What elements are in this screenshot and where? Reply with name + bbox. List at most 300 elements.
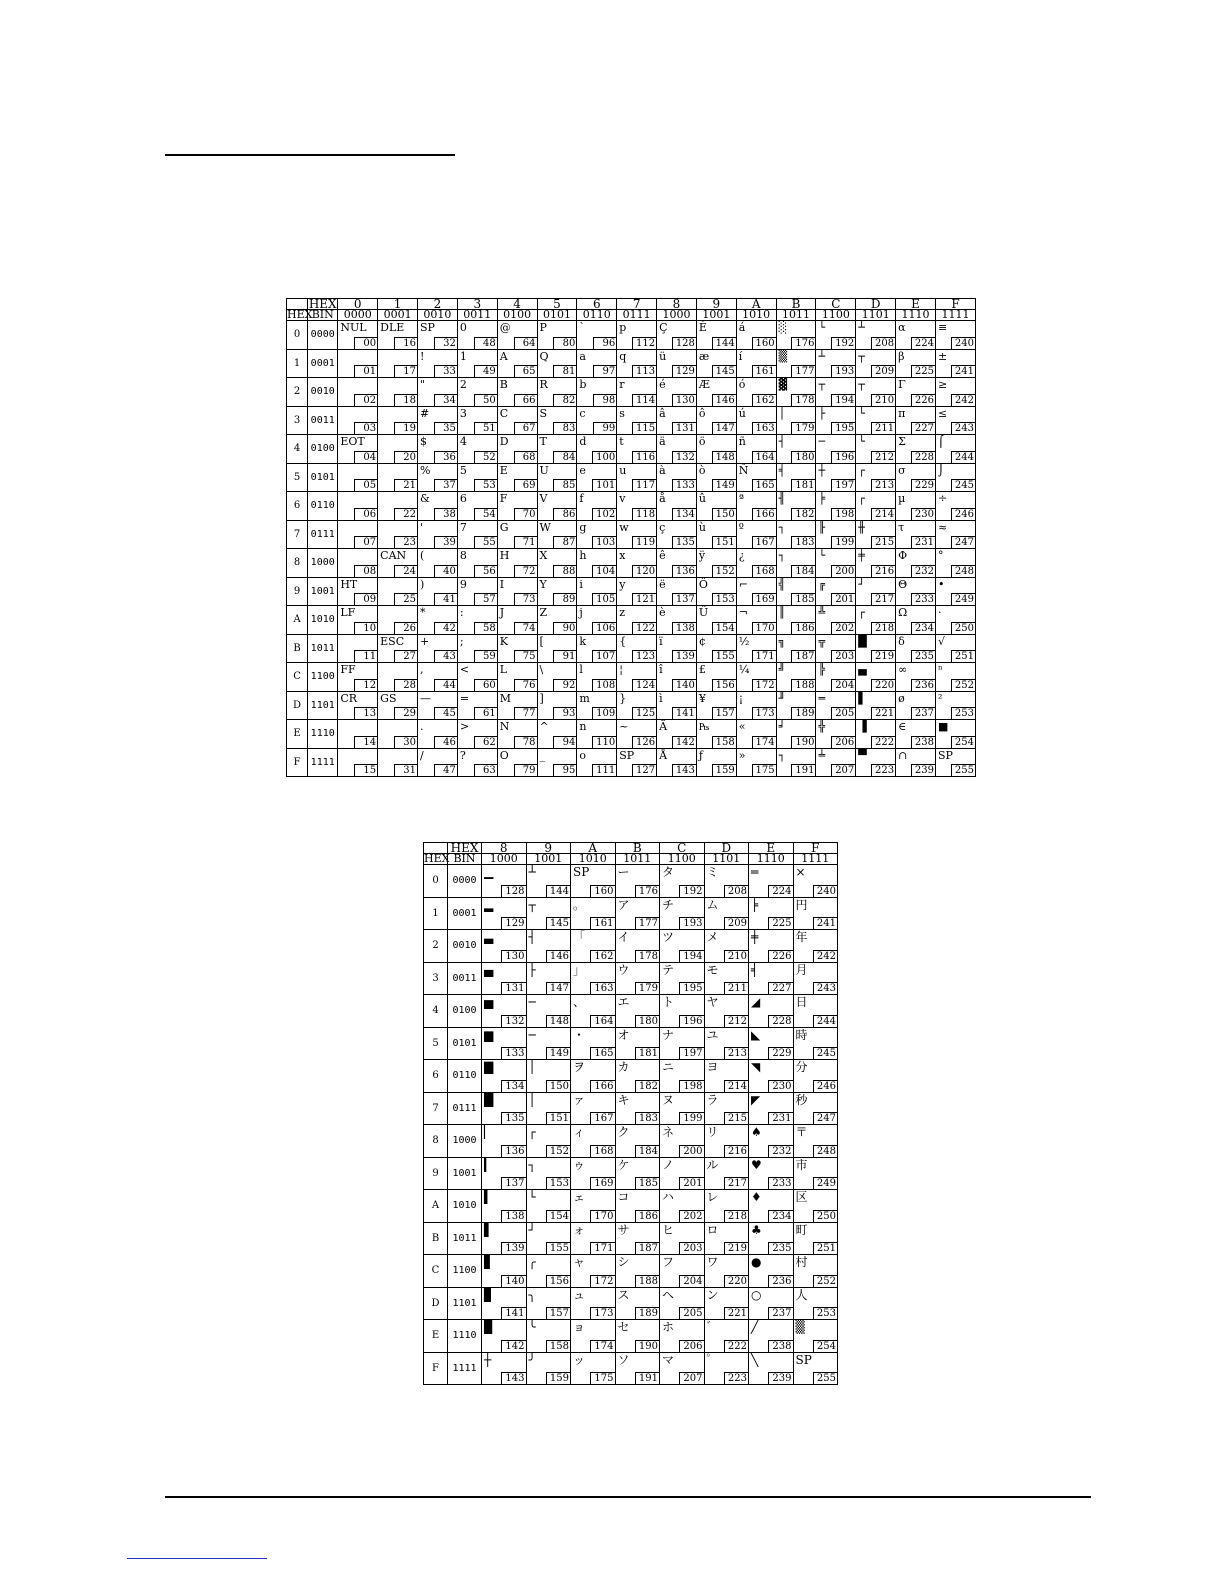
cell-character: • [937, 577, 945, 591]
cell-character: G [499, 520, 509, 534]
cell-decimal-code: 145 [712, 365, 736, 377]
cell-character: ESC [380, 634, 405, 648]
code-cell [856, 549, 896, 578]
cell-decimal-code: 140 [501, 1275, 525, 1287]
cell-decimal-code: 102 [592, 508, 616, 520]
code-cell [793, 1222, 838, 1255]
cell-character: ╛ [778, 720, 786, 733]
column-bin: 0101 [537, 310, 577, 321]
cell-character: ン [706, 1287, 719, 1302]
code-cell [736, 606, 776, 635]
cell-character: サ [617, 1222, 630, 1237]
cell-decimal-code: 27 [394, 650, 417, 662]
cell-character: ─ [528, 1027, 536, 1042]
cell-character: & [420, 492, 430, 505]
cell-decimal-code: 220 [724, 1275, 748, 1287]
cell-character: ▅ [484, 995, 494, 1009]
cell-character: í [738, 349, 743, 363]
cell-decimal-code: 169 [590, 1177, 614, 1189]
cell-decimal-code: 237 [768, 1307, 792, 1319]
cell-decimal-code: 218 [724, 1210, 748, 1222]
code-cell [418, 748, 458, 777]
code-cell [896, 663, 936, 692]
cell-decimal-code: 53 [474, 479, 497, 491]
cell-character: ╦ [818, 634, 826, 648]
row-hex: B [424, 1222, 448, 1255]
cell-decimal-code: 134 [501, 1080, 525, 1092]
code-cell [537, 463, 577, 492]
code-cell [736, 435, 776, 464]
cell-character: 秒 [795, 1092, 808, 1107]
code-cell [696, 321, 736, 350]
column-bin: 0010 [418, 310, 458, 321]
code-cell [793, 1190, 838, 1223]
cell-character: ♥ [751, 1157, 762, 1172]
code-cell [418, 321, 458, 350]
cell-decimal-code: 226 [911, 394, 935, 406]
code-cell [617, 634, 657, 663]
cell-decimal-code: 127 [632, 764, 656, 776]
cell-character: ┤ [528, 930, 536, 944]
column-hex: 2 [418, 299, 458, 310]
column-hex: A [571, 843, 616, 854]
code-cell [617, 663, 657, 692]
cell-character: ┴ [818, 349, 826, 363]
cell-decimal-code: 137 [501, 1177, 525, 1189]
cell-decimal-code: 142 [672, 736, 696, 748]
row-bin: 1111 [448, 1352, 482, 1385]
code-cell [856, 492, 896, 521]
cell-decimal-code: 158 [712, 736, 736, 748]
code-cell [776, 406, 816, 435]
cell-decimal-code: 152 [712, 565, 736, 577]
cell-decimal-code: 25 [394, 593, 417, 605]
cell-decimal-code: 221 [724, 1307, 748, 1319]
cell-decimal-code: 130 [501, 950, 525, 962]
code-cell [537, 406, 577, 435]
code-cell [736, 634, 776, 663]
cell-character: ▄ [484, 962, 494, 977]
cell-decimal-code: 208 [724, 885, 748, 897]
code-cell [856, 720, 896, 749]
column-bin: 1100 [816, 310, 856, 321]
row-hex-label: HEX [424, 852, 450, 865]
cell-decimal-code: 211 [724, 982, 748, 994]
code-cell [856, 406, 896, 435]
code-cell [896, 606, 936, 635]
cell-character: H [499, 549, 510, 562]
header-hex-label: HEX [448, 843, 482, 854]
cell-decimal-code: 250 [813, 1210, 837, 1222]
cell-character: ╞ [751, 897, 759, 912]
column-hex: C [816, 299, 856, 310]
cell-decimal-code: 246 [951, 508, 975, 520]
code-cell [571, 1222, 616, 1255]
table-row [424, 1125, 838, 1158]
cell-character: / [420, 748, 424, 762]
cell-decimal-code: 176 [635, 885, 659, 897]
cell-decimal-code: 199 [831, 536, 855, 548]
row-hex: 9 [424, 1157, 448, 1190]
cell-decimal-code: 161 [590, 917, 614, 929]
code-cell [577, 463, 617, 492]
cell-character: × [795, 865, 806, 879]
code-cell [935, 663, 975, 692]
cell-character: q [619, 349, 627, 363]
cell-decimal-code: 91 [553, 650, 576, 662]
cell-decimal-code: 181 [791, 479, 815, 491]
column-hex: 5 [537, 299, 577, 310]
cell-decimal-code: 18 [394, 394, 417, 406]
code-cell [749, 1125, 794, 1158]
cell-character: τ [898, 520, 905, 534]
cell-decimal-code: 209 [871, 365, 895, 377]
cell-decimal-code: 85 [553, 479, 576, 491]
cell-character: レ [706, 1190, 719, 1204]
code-cell [537, 720, 577, 749]
cell-character: î [659, 663, 663, 676]
cell-character: マ [662, 1352, 675, 1367]
code-cell [696, 634, 736, 663]
code-cell [696, 748, 736, 777]
cell-decimal-code: 119 [632, 536, 656, 548]
code-cell [615, 1125, 660, 1158]
cell-character: CAN [380, 549, 407, 562]
cell-character: * [420, 606, 426, 619]
row-hex: 8 [424, 1125, 448, 1158]
cell-character: ª [738, 492, 744, 505]
cell-decimal-code: 230 [768, 1080, 792, 1092]
cell-character: ─ [818, 435, 826, 448]
row-bin: 0011 [448, 962, 482, 995]
code-cell [571, 1060, 616, 1093]
cell-character: ◥ [751, 1060, 761, 1074]
cell-decimal-code: 213 [724, 1047, 748, 1059]
cell-decimal-code: 138 [501, 1210, 525, 1222]
cell-character: ー [617, 865, 630, 879]
code-cell [793, 1352, 838, 1385]
cell-decimal-code: 136 [672, 565, 696, 577]
code-cell [482, 1287, 527, 1320]
row-hex: 7 [287, 520, 308, 549]
cell-decimal-code: 205 [831, 707, 855, 719]
cell-decimal-code: 108 [592, 679, 616, 691]
cell-decimal-code: 251 [951, 650, 975, 662]
code-cell [935, 492, 975, 521]
cell-character: EOT [340, 435, 365, 448]
code-cell [660, 962, 705, 995]
code-cell [793, 1125, 838, 1158]
code-cell [378, 492, 418, 521]
cell-decimal-code: 104 [592, 565, 616, 577]
cell-character: $ [420, 435, 427, 448]
cell-decimal-code: 244 [813, 1015, 837, 1027]
cell-character: v [619, 492, 626, 505]
cell-decimal-code: 206 [831, 736, 855, 748]
cell-decimal-code: 187 [791, 650, 815, 662]
code-cell [482, 865, 527, 898]
cell-character: ╱ [751, 1320, 759, 1334]
cell-decimal-code: 191 [791, 764, 815, 776]
code-cell [896, 463, 936, 492]
row-hex-label: HEX [287, 308, 313, 321]
cell-decimal-code: 39 [434, 536, 457, 548]
cell-decimal-code: 248 [813, 1145, 837, 1157]
code-cell [617, 463, 657, 492]
cell-character: ▂ [484, 897, 494, 912]
cell-character: ) [420, 577, 425, 591]
cell-decimal-code: 218 [871, 622, 895, 634]
cell-decimal-code: 26 [394, 622, 417, 634]
column-hex: C [660, 843, 705, 854]
cell-character: ヌ [662, 1092, 675, 1107]
cell-decimal-code: 165 [590, 1047, 614, 1059]
cell-decimal-code: 242 [951, 394, 975, 406]
code-cell [657, 606, 697, 635]
cell-character: D [499, 435, 509, 448]
cell-decimal-code: 178 [791, 394, 815, 406]
code-cell [615, 1222, 660, 1255]
code-cell [736, 663, 776, 692]
cell-character: SP [573, 865, 590, 879]
cell-decimal-code: 50 [474, 394, 497, 406]
cell-character: ï [659, 634, 663, 648]
row-hex: B [287, 634, 308, 663]
cell-decimal-code: 184 [791, 565, 815, 577]
cell-decimal-code: 170 [752, 622, 776, 634]
code-cell [482, 1027, 527, 1060]
code-cell [497, 577, 537, 606]
code-cell [704, 897, 749, 930]
cell-decimal-code: 196 [679, 1015, 703, 1027]
cell-decimal-code: 74 [514, 622, 537, 634]
row-bin: 1011 [448, 1222, 482, 1255]
table-row [424, 1222, 838, 1255]
cell-character: Σ [898, 435, 906, 448]
cell-character: K [499, 634, 508, 648]
cell-decimal-code: 236 [911, 679, 935, 691]
cell-decimal-code: 64 [514, 337, 537, 349]
cell-character: ≤ [937, 406, 948, 420]
code-cell [497, 634, 537, 663]
cell-character: i [579, 577, 583, 591]
cell-decimal-code: 244 [951, 451, 975, 463]
table-row [424, 897, 838, 930]
code-cell [776, 463, 816, 492]
code-cell [378, 463, 418, 492]
cell-character: ム [706, 897, 719, 912]
cell-character: ◢ [751, 995, 761, 1009]
cell-decimal-code: 167 [590, 1112, 614, 1124]
cell-decimal-code: 161 [752, 365, 776, 377]
code-cell [537, 349, 577, 378]
cell-decimal-code: 96 [593, 337, 616, 349]
code-cell [338, 634, 378, 663]
cell-decimal-code: 175 [590, 1372, 614, 1384]
column-hex: 6 [577, 299, 617, 310]
cell-decimal-code: 97 [593, 365, 616, 377]
row-bin: 0010 [308, 378, 338, 407]
cell-character: ソ [617, 1352, 630, 1367]
cell-character: V [539, 492, 548, 505]
code-cell [571, 1320, 616, 1353]
row-bin: 1101 [308, 691, 338, 720]
cell-decimal-code: 195 [679, 982, 703, 994]
cell-character: N [499, 720, 510, 733]
cell-decimal-code: 192 [679, 885, 703, 897]
cell-decimal-code: 222 [871, 736, 895, 748]
cell-decimal-code: 207 [679, 1372, 703, 1384]
row-hex: F [424, 1352, 448, 1385]
cell-character: ┬ [858, 378, 865, 391]
row-hex: 4 [424, 995, 448, 1028]
cell-decimal-code: 229 [911, 479, 935, 491]
cell-decimal-code: 201 [679, 1177, 703, 1189]
cell-character: ニ [662, 1060, 675, 1074]
code-cell [497, 691, 537, 720]
cell-character: ═ [751, 865, 759, 879]
cell-decimal-code: 230 [911, 508, 935, 520]
code-cell [696, 378, 736, 407]
cell-character: 5 [459, 463, 467, 477]
code-cell [338, 520, 378, 549]
code-cell [657, 663, 697, 692]
code-cell [776, 321, 816, 350]
cell-decimal-code: 44 [434, 679, 457, 691]
cell-character: ▌ [858, 691, 867, 705]
cell-character: ノ [662, 1157, 675, 1172]
cell-decimal-code: 72 [514, 565, 537, 577]
row-hex: 6 [424, 1060, 448, 1093]
code-cell [615, 1157, 660, 1190]
code-cell [816, 634, 856, 663]
cell-character: — [420, 691, 431, 705]
code-cell [749, 1352, 794, 1385]
code-cell [793, 1027, 838, 1060]
top-rule [165, 154, 455, 156]
cell-character: ∩ [898, 748, 908, 762]
table-row [287, 748, 976, 777]
cell-character: シ [617, 1255, 630, 1269]
cell-decimal-code: 179 [791, 422, 815, 434]
cell-character: ┐ [528, 1157, 536, 1172]
cell-character: エ [617, 995, 630, 1009]
cell-decimal-code: 204 [679, 1275, 703, 1287]
column-bin: 1101 [704, 854, 749, 865]
cell-character: ò [698, 463, 706, 477]
code-cell [617, 577, 657, 606]
cell-character: ╗ [778, 634, 786, 648]
cell-character: ½ [738, 634, 750, 648]
cell-decimal-code: 248 [951, 565, 975, 577]
code-cell [896, 577, 936, 606]
column-hex: 9 [526, 843, 571, 854]
cell-decimal-code: 223 [871, 764, 895, 776]
cell-decimal-code: 150 [712, 508, 736, 520]
row-bin: 1010 [448, 1190, 482, 1223]
row-bin: 1100 [308, 663, 338, 692]
code-cell [660, 1125, 705, 1158]
table-row [424, 1287, 838, 1320]
code-cell [418, 549, 458, 578]
code-cell [660, 1060, 705, 1093]
cell-character: ¢ [698, 634, 706, 648]
row-bin: 0100 [308, 435, 338, 464]
code-cell [338, 463, 378, 492]
cell-character: ェ [573, 1190, 586, 1204]
code-cell [526, 1352, 571, 1385]
cell-decimal-code: 229 [768, 1047, 792, 1059]
code-cell [338, 663, 378, 692]
column-bin: 1000 [482, 854, 527, 865]
code-cell [571, 1092, 616, 1125]
cell-character: タ [662, 865, 675, 879]
cell-character: ▍ [484, 1190, 494, 1204]
cell-character: è [659, 606, 666, 619]
cell-decimal-code: 192 [831, 337, 855, 349]
cell-character: k [579, 634, 587, 648]
cell-character: ラ [706, 1092, 719, 1107]
code-cell [577, 748, 617, 777]
code-cell [617, 549, 657, 578]
code-cell [816, 406, 856, 435]
cell-character: ヘ [662, 1287, 675, 1302]
cell-character: ' [420, 520, 424, 534]
row-hex: 7 [424, 1092, 448, 1125]
cell-character: d [579, 435, 587, 448]
code-cell [657, 463, 697, 492]
code-cell [704, 995, 749, 1028]
row-hex: 0 [287, 321, 308, 350]
cell-character: ∞ [898, 663, 908, 676]
cell-decimal-code: 197 [831, 479, 855, 491]
cell-character: ッ [573, 1352, 586, 1367]
cell-decimal-code: 166 [590, 1080, 614, 1092]
cell-decimal-code: 242 [813, 950, 837, 962]
cell-decimal-code: 90 [553, 622, 576, 634]
cell-character: 9 [459, 577, 467, 591]
code-cell [935, 321, 975, 350]
code-cell [816, 606, 856, 635]
cell-decimal-code: 241 [813, 917, 837, 929]
cell-decimal-code: 254 [951, 736, 975, 748]
code-cell [418, 463, 458, 492]
cell-decimal-code: 68 [514, 451, 537, 463]
cell-decimal-code: 239 [768, 1372, 792, 1384]
table-row [287, 463, 976, 492]
cell-character: ト [662, 995, 675, 1009]
code-cell [816, 378, 856, 407]
cell-character: l [579, 663, 583, 676]
row-bin: 0110 [448, 1060, 482, 1093]
code-cell [571, 1352, 616, 1385]
code-cell [749, 1255, 794, 1288]
code-cell [749, 1092, 794, 1125]
cell-character: ┼ [818, 463, 826, 477]
cell-decimal-code: 232 [911, 565, 935, 577]
table-row [287, 520, 976, 549]
code-cell [497, 435, 537, 464]
cell-decimal-code: 210 [871, 394, 895, 406]
row-hex: 8 [287, 549, 308, 578]
code-cell [856, 349, 896, 378]
cell-decimal-code: 202 [679, 1210, 703, 1222]
cell-decimal-code: 149 [712, 479, 736, 491]
cell-decimal-code: 168 [752, 565, 776, 577]
code-cell [615, 1320, 660, 1353]
table-row [424, 1352, 838, 1385]
code-cell [736, 492, 776, 521]
